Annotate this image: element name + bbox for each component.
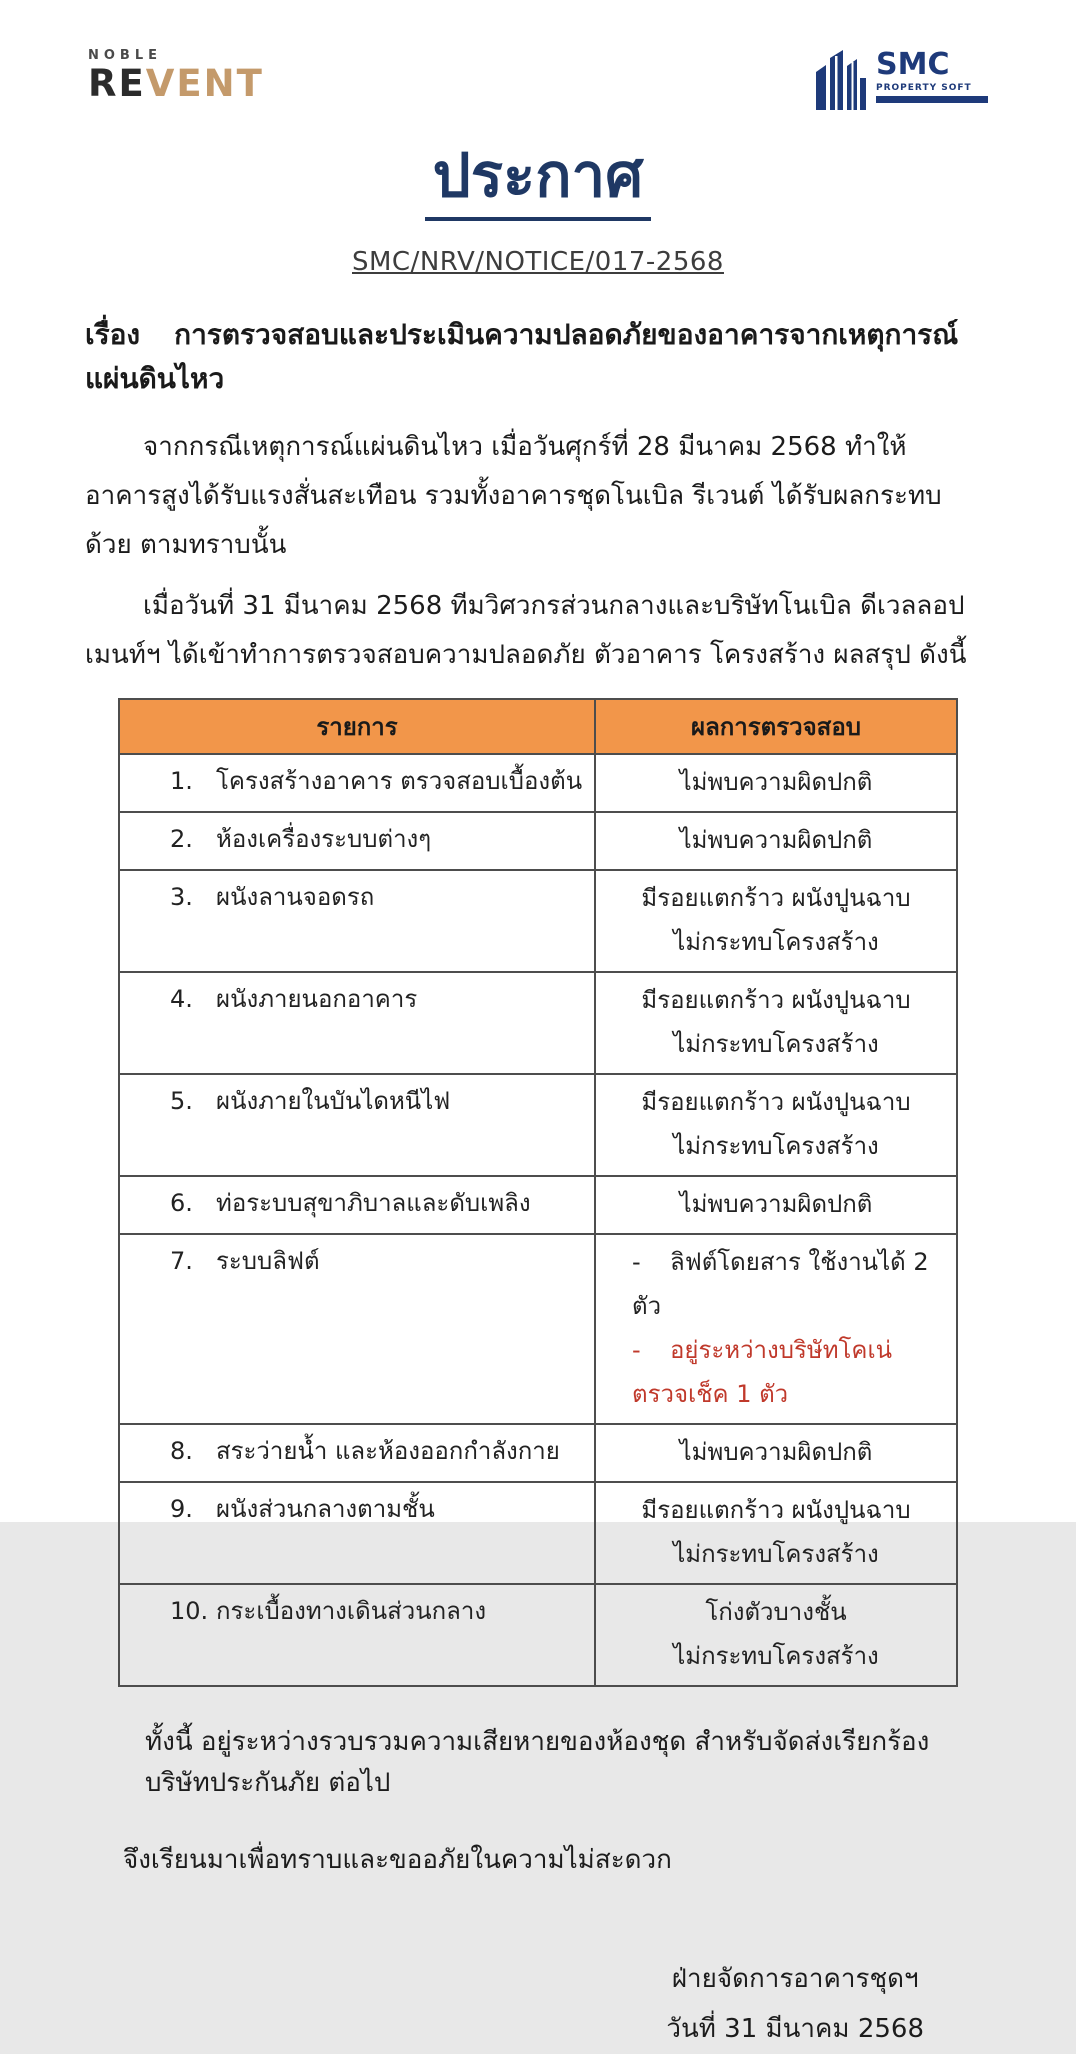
- table-row: [120, 1233, 956, 1423]
- result-cell: [594, 1483, 956, 1583]
- item-text: ผนังภายในบันไดหนีไฟ: [216, 1087, 451, 1115]
- table-row: [120, 1073, 956, 1175]
- item-cell: [120, 1177, 594, 1233]
- row-number: 6.: [170, 1189, 193, 1217]
- item-text: กระเบื้องทางเดินส่วนกลาง: [216, 1597, 487, 1625]
- result-line: ไม่พบความผิดปกติ: [679, 1438, 873, 1466]
- dash-bullet: -: [632, 1336, 641, 1364]
- row-number: 5.: [170, 1087, 193, 1115]
- result-cell: [594, 1235, 956, 1423]
- item-cell: [120, 1235, 594, 1423]
- item-text: สระว่ายน้ำ และห้องออกกำลังกาย: [216, 1437, 560, 1465]
- signature-department: ฝ่ายจัดการอาคารชุดฯ: [671, 1964, 919, 1994]
- table-row: [120, 1481, 956, 1583]
- column-header-result: ผลการตรวจสอบ: [594, 700, 956, 753]
- result-line: ไม่กระทบโครงสร้าง: [673, 1540, 879, 1568]
- item-cell: [120, 813, 594, 869]
- result-line: ไม่กระทบโครงสร้าง: [673, 1030, 879, 1058]
- table-header-row: [120, 700, 956, 753]
- result-line: ไม่พบความผิดปกติ: [679, 826, 873, 854]
- header-logo-bar: [0, 0, 1076, 114]
- result-cell: [594, 1075, 956, 1175]
- subject-line: [85, 313, 976, 401]
- item-cell: [120, 1483, 594, 1583]
- item-text: ผนังภายนอกอาคาร: [216, 985, 418, 1013]
- smc-buildings-icon: [814, 48, 868, 114]
- table-row: [120, 1583, 956, 1685]
- row-number: 4.: [170, 985, 193, 1013]
- result-cell: [594, 813, 956, 869]
- result-line: ไม่พบความผิดปกติ: [679, 768, 873, 796]
- subject-label: เรื่อง: [85, 318, 141, 351]
- row-number: 1.: [170, 767, 193, 795]
- table-row: [120, 811, 956, 869]
- item-text: ผนังลานจอดรถ: [216, 883, 375, 911]
- smc-logo-subtitle: PROPERTY SOFT: [876, 83, 972, 93]
- result-cell: [594, 755, 956, 811]
- result-line: มีรอยแตกร้าว ผนังปูนฉาบ: [641, 884, 911, 912]
- closing-remark: ทั้งนี้ อยู่ระหว่างรวบรวมความเสียหายของห้องชุด สำหรับจัดส่งเรียกร้องบริษัทประกันภัย ต่อไป: [145, 1727, 930, 1798]
- result-cell: [594, 1585, 956, 1685]
- subject-text: การตรวจสอบและประเมินความปลอดภัยของอาคารจากเหตุการณ์แผ่นดินไหว: [85, 318, 959, 395]
- result-line: โก่งตัวบางชั้น: [705, 1598, 847, 1626]
- inspection-table: [118, 698, 958, 1687]
- smc-logo-text: [876, 48, 988, 103]
- table-row: [120, 1175, 956, 1233]
- result-cell: [594, 1425, 956, 1481]
- doc-number-wrap: [0, 247, 1076, 277]
- doc-number: SMC/NRV/NOTICE/017-2568: [352, 247, 724, 277]
- result-text: ลิฟต์โดยสาร ใช้งานได้ 2 ตัว: [632, 1248, 929, 1320]
- result-cell: [594, 871, 956, 971]
- signature-lines: [666, 1954, 924, 2054]
- item-text: ท่อระบบสุขาภิบาลและดับเพลิง: [216, 1189, 531, 1217]
- result-line: [632, 1240, 948, 1328]
- row-number: 10.: [170, 1597, 209, 1625]
- document-body: [0, 313, 1076, 2054]
- result-line: มีรอยแตกร้าว ผนังปูนฉาบ: [641, 1088, 911, 1116]
- item-cell: [120, 871, 594, 971]
- item-text: โครงสร้างอาคาร ตรวจสอบเบื้องต้น: [216, 767, 583, 795]
- item-cell: [120, 973, 594, 1073]
- row-number: 9.: [170, 1495, 193, 1523]
- result-line: ไม่กระทบโครงสร้าง: [673, 1642, 879, 1670]
- smc-logo-name: SMC: [876, 47, 950, 82]
- item-cell: [120, 1075, 594, 1175]
- item-cell: [120, 755, 594, 811]
- noble-logo-vent: VENT: [145, 62, 264, 105]
- closing-apology: จึงเรียนมาเพื่อทราบและขออภัยในความไม่สะดวก: [123, 1845, 672, 1875]
- result-cell: [594, 1177, 956, 1233]
- item-text: ระบบลิฟต์: [216, 1247, 320, 1275]
- result-line: ไม่พบความผิดปกติ: [679, 1190, 873, 1218]
- result-text: อยู่ระหว่างบริษัทโคเน่ ตรวจเช็ค 1 ตัว: [632, 1336, 893, 1408]
- table-row: [120, 753, 956, 811]
- item-cell: [120, 1585, 594, 1685]
- noble-revent-logo: [88, 48, 264, 105]
- smc-property-soft-logo: [814, 48, 988, 114]
- result-cell: [594, 973, 956, 1073]
- dash-bullet: -: [632, 1248, 641, 1276]
- title-wrap: [0, 142, 1076, 221]
- result-line-alert: [632, 1328, 948, 1416]
- item-text: ห้องเครื่องระบบต่างๆ: [216, 825, 432, 853]
- smc-logo-underline-bar: [876, 96, 988, 103]
- signature-block: [85, 1954, 976, 2054]
- noble-logo-re: RE: [88, 62, 146, 105]
- noble-logo-main-text: [88, 62, 264, 105]
- signature-date: วันที่ 31 มีนาคม 2568: [666, 2014, 924, 2044]
- row-number: 8.: [170, 1437, 193, 1465]
- paragraph: เมื่อวันที่ 31 มีนาคม 2568 ทีมวิศวกรส่วนกลางและบริษัทโนเบิล ดีเวลลอปเมนท์ฯ ได้เข้าทำการตรวจสอบความปลอดภัย ตัวอาคาร โครงสร้าง ผลสรุป ดังนี้: [85, 591, 967, 670]
- item-cell: [120, 1425, 594, 1481]
- row-number: 7.: [170, 1247, 193, 1275]
- noble-logo-top-text: NOBLE: [88, 48, 163, 63]
- row-number: 2.: [170, 825, 193, 853]
- page-title: ประกาศ: [425, 142, 652, 221]
- table-row: [120, 1423, 956, 1481]
- row-number: 3.: [170, 883, 193, 911]
- item-text: ผนังส่วนกลางตามชั้น: [216, 1495, 435, 1523]
- result-line: ไม่กระทบโครงสร้าง: [673, 1132, 879, 1160]
- table-row: [120, 971, 956, 1073]
- table-row: [120, 869, 956, 971]
- result-line: ไม่กระทบโครงสร้าง: [673, 928, 879, 956]
- column-header-item: รายการ: [120, 700, 594, 753]
- result-line: มีรอยแตกร้าว ผนังปูนฉาบ: [641, 986, 911, 1014]
- result-line: มีรอยแตกร้าว ผนังปูนฉาบ: [641, 1496, 911, 1524]
- paragraph: จากกรณีเหตุการณ์แผ่นดินไหว เมื่อวันศุกร์ที่ 28 มีนาคม 2568 ทำให้อาคารสูงได้รับแรงสั่นสะเทือน รวมทั้งอาคารชุดโนเบิล รีเวนต์ ได้รับผลกระทบด้วย ตามทราบนั้น: [85, 432, 942, 560]
